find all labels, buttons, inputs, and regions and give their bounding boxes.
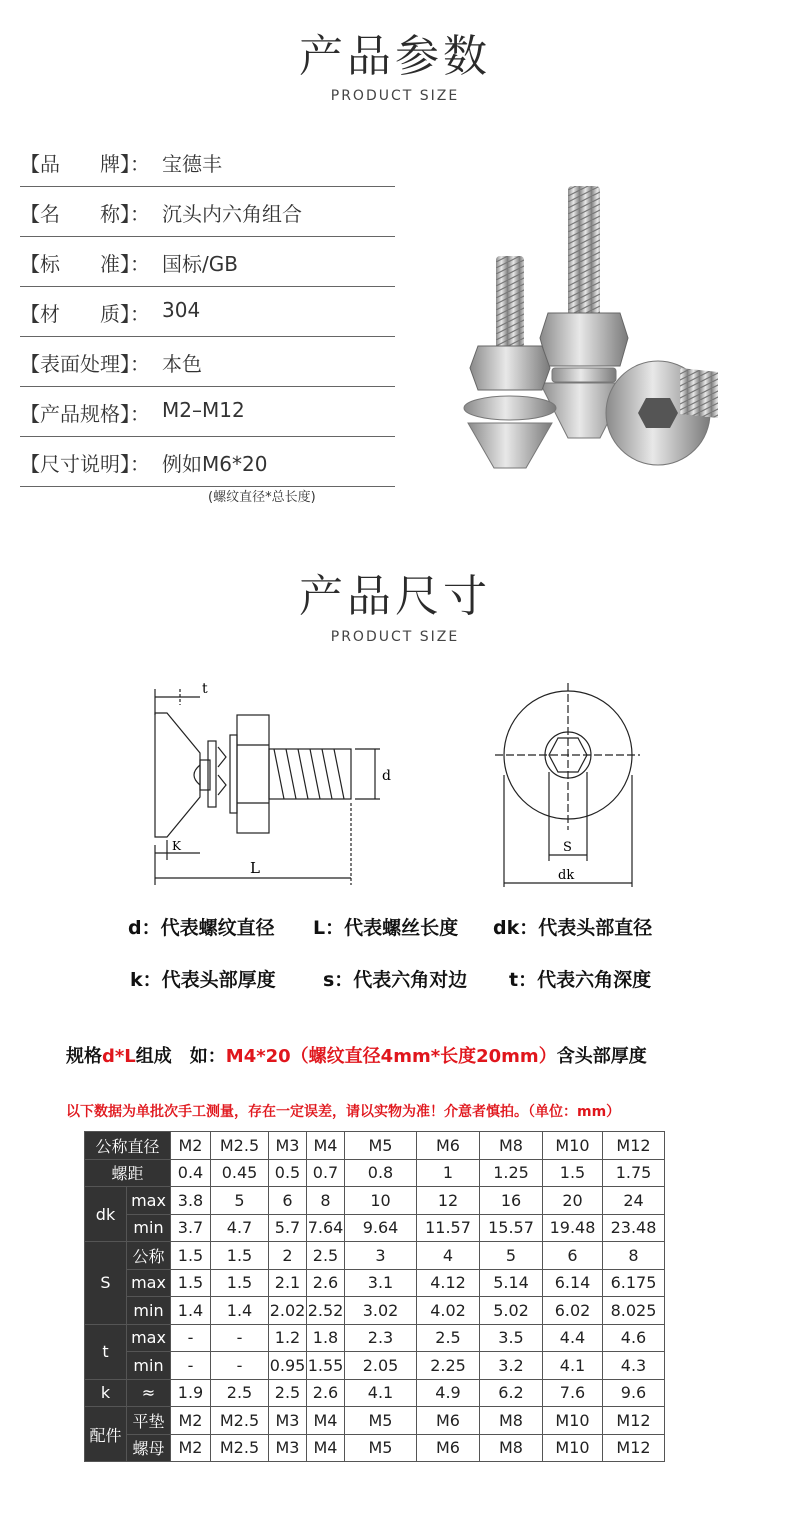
legend-d: d：代表螺纹直径 — [128, 917, 275, 939]
table-cell: M6 — [417, 1434, 480, 1462]
dim-label-k: K — [172, 839, 181, 853]
table-cell: 9.64 — [345, 1214, 417, 1242]
table-cell: 8 — [603, 1242, 665, 1270]
size-note: (螺纹直径*总长度) — [208, 490, 316, 505]
table-cell: 6.2 — [480, 1379, 543, 1407]
table-cell: 1.75 — [603, 1159, 665, 1187]
table-cell: M8 — [480, 1407, 543, 1435]
composition-dl: d*L — [102, 1046, 136, 1067]
spec-value: 例如M6*20 — [162, 452, 268, 476]
table-cell: 3.02 — [345, 1297, 417, 1325]
table-row — [85, 1159, 665, 1187]
table-sub-label: 平垫 — [127, 1407, 171, 1435]
table-row — [85, 1379, 665, 1407]
table-group-dk: dk — [85, 1187, 127, 1242]
table-cell: 4.7 — [211, 1214, 269, 1242]
table-cell: 4.1 — [543, 1352, 603, 1380]
spec-row — [20, 436, 395, 487]
table-cell: 19.48 — [543, 1214, 603, 1242]
table-header-size: M3 — [269, 1132, 307, 1160]
table-cell: 1.5 — [211, 1269, 269, 1297]
table-row — [85, 1407, 665, 1435]
table-cell: 3.7 — [171, 1214, 211, 1242]
spec-value: 本色 — [162, 352, 202, 376]
table-cell: 5.02 — [480, 1297, 543, 1325]
table-row — [85, 1297, 665, 1325]
table-cell: - — [211, 1352, 269, 1380]
table-cell: 1.5 — [211, 1242, 269, 1270]
table-cell: 0.7 — [307, 1159, 345, 1187]
table-cell: 8.025 — [603, 1297, 665, 1325]
table-header-label: 公称直径 — [85, 1132, 171, 1160]
table-group-accessories: 配件 — [85, 1407, 127, 1462]
table-cell: M12 — [603, 1407, 665, 1435]
table-cell: 4.4 — [543, 1324, 603, 1352]
section-title-params: 产品参数 — [299, 31, 491, 82]
dim-label-s: S — [563, 840, 572, 855]
table-row — [85, 1352, 665, 1380]
table-cell: 0.45 — [211, 1159, 269, 1187]
section-title-dimensions: 产品尺寸 — [299, 571, 491, 622]
table-cell: 3.8 — [171, 1187, 211, 1215]
table-cell: 2 — [269, 1242, 307, 1270]
table-cell: 0.4 — [171, 1159, 211, 1187]
table-cell: 4.02 — [417, 1297, 480, 1325]
legend-l: L：代表螺丝长度 — [313, 917, 459, 939]
section-subtitle-dimensions: PRODUCT SIZE — [330, 629, 460, 645]
legend-t: t：代表六角深度 — [509, 969, 652, 991]
table-cell: 1.55 — [307, 1352, 345, 1380]
table-header-size: M5 — [345, 1132, 417, 1160]
table-cell: 1 — [417, 1159, 480, 1187]
table-cell: M2 — [171, 1434, 211, 1462]
dim-label-t: t — [202, 681, 208, 697]
table-cell: 10 — [345, 1187, 417, 1215]
table-cell: M2.5 — [211, 1434, 269, 1462]
table-cell: 5 — [480, 1242, 543, 1270]
table-cell: 2.52 — [307, 1297, 345, 1325]
table-cell: 7.64 — [307, 1214, 345, 1242]
spec-value: 国标/GB — [162, 252, 238, 276]
table-header-size: M6 — [417, 1132, 480, 1160]
spec-row — [20, 236, 395, 287]
spec-value: 宝德丰 — [162, 152, 222, 176]
table-cell: 4.1 — [345, 1379, 417, 1407]
table-cell: 4.6 — [603, 1324, 665, 1352]
table-sub-label: max — [127, 1269, 171, 1297]
legend-k: k：代表头部厚度 — [130, 969, 276, 991]
table-cell: 6.175 — [603, 1269, 665, 1297]
table-cell: 23.48 — [603, 1214, 665, 1242]
table-cell: 1.5 — [171, 1269, 211, 1297]
table-header-size: M4 — [307, 1132, 345, 1160]
composition-suffix: 含头部厚度 — [556, 1046, 647, 1067]
table-cell: 1.4 — [171, 1297, 211, 1325]
table-cell: 0.95 — [269, 1352, 307, 1380]
legend-dk: dk：代表头部直径 — [493, 917, 653, 939]
spec-row — [20, 136, 395, 187]
table-header-size: M10 — [543, 1132, 603, 1160]
table-group-s: S — [85, 1242, 127, 1325]
spec-label: 【尺寸说明】： — [20, 452, 150, 476]
table-cell: M12 — [603, 1434, 665, 1462]
table-row-label: 螺距 — [85, 1159, 171, 1187]
table-cell: 2.02 — [269, 1297, 307, 1325]
table-cell: 4 — [417, 1242, 480, 1270]
table-cell: 2.5 — [211, 1379, 269, 1407]
table-cell: 3.1 — [345, 1269, 417, 1297]
spec-value: 304 — [162, 298, 201, 322]
table-cell: 11.57 — [417, 1214, 480, 1242]
table-sub-label: 公称 — [127, 1242, 171, 1270]
table-group-t: t — [85, 1324, 127, 1379]
table-sub-label: min — [127, 1214, 171, 1242]
table-cell: 2.5 — [269, 1379, 307, 1407]
table-cell: 2.25 — [417, 1352, 480, 1380]
spec-label: 【产品规格】： — [20, 402, 150, 426]
table-cell: 2.5 — [307, 1242, 345, 1270]
section-subtitle-params: PRODUCT SIZE — [330, 88, 460, 104]
table-cell: 4.3 — [603, 1352, 665, 1380]
table-cell: 1.9 — [171, 1379, 211, 1407]
table-sub-label: 螺母 — [127, 1434, 171, 1462]
table-cell: 2.05 — [345, 1352, 417, 1380]
table-cell: - — [211, 1324, 269, 1352]
table-cell: M5 — [345, 1407, 417, 1435]
table-cell: 4.9 — [417, 1379, 480, 1407]
table-cell: 2.6 — [307, 1379, 345, 1407]
table-cell: 2.1 — [269, 1269, 307, 1297]
table-cell: M10 — [543, 1407, 603, 1435]
table-cell: 6.02 — [543, 1297, 603, 1325]
table-cell: 6 — [543, 1242, 603, 1270]
table-sub-label: max — [127, 1324, 171, 1352]
table-row — [85, 1269, 665, 1297]
spec-value: M2–M12 — [162, 398, 245, 422]
table-row — [85, 1214, 665, 1242]
table-cell: 1.8 — [307, 1324, 345, 1352]
table-row — [85, 1242, 665, 1270]
table-cell: 24 — [603, 1187, 665, 1215]
spec-row — [20, 286, 395, 337]
table-sub-label: max — [127, 1187, 171, 1215]
table-sub-label: min — [127, 1352, 171, 1380]
composition-mid: 组成 如： — [135, 1046, 226, 1067]
spec-label: 【材 质】： — [20, 302, 150, 326]
table-cell: 2.3 — [345, 1324, 417, 1352]
table-cell: 1.5 — [543, 1159, 603, 1187]
table-cell: 4.12 — [417, 1269, 480, 1297]
table-cell: M4 — [307, 1407, 345, 1435]
spec-row — [20, 336, 395, 387]
table-cell: - — [171, 1324, 211, 1352]
table-cell: 3 — [345, 1242, 417, 1270]
product-photo — [460, 178, 730, 478]
dimension-diagram — [140, 675, 660, 890]
table-cell: 9.6 — [603, 1379, 665, 1407]
table-cell: 0.8 — [345, 1159, 417, 1187]
table-cell: M5 — [345, 1434, 417, 1462]
spec-label: 【品 牌】： — [20, 152, 150, 176]
spec-row — [20, 386, 395, 437]
size-table — [84, 1131, 665, 1462]
table-cell: M8 — [480, 1434, 543, 1462]
composition-line — [66, 1042, 647, 1068]
table-cell: 0.5 — [269, 1159, 307, 1187]
composition-example: M4*20（螺纹直径4mm*长度20mm） — [225, 1046, 557, 1067]
table-cell: M3 — [269, 1434, 307, 1462]
table-cell: M6 — [417, 1407, 480, 1435]
spec-label: 【表面处理】： — [20, 352, 150, 376]
table-cell: 7.6 — [543, 1379, 603, 1407]
spec-label: 【名 称】： — [20, 202, 150, 226]
measurement-warning: 以下数据为单批次手工测量，存在一定误差，请以实物为准！介意者慎拍。（单位：mm） — [66, 1104, 621, 1120]
table-cell: - — [171, 1352, 211, 1380]
table-cell: 5.7 — [269, 1214, 307, 1242]
table-cell: 8 — [307, 1187, 345, 1215]
dim-label-l: L — [250, 859, 260, 877]
table-cell: M2 — [171, 1407, 211, 1435]
table-row — [85, 1434, 665, 1462]
dim-label-dk: dk — [558, 868, 575, 883]
table-cell: 6 — [269, 1187, 307, 1215]
table-cell: 2.6 — [307, 1269, 345, 1297]
table-cell: 16 — [480, 1187, 543, 1215]
dim-label-d: d — [382, 768, 391, 784]
table-sub-label: ≈ — [127, 1379, 171, 1407]
table-header-size: M2 — [171, 1132, 211, 1160]
spec-label: 【标 准】： — [20, 252, 150, 276]
table-cell: 5 — [211, 1187, 269, 1215]
table-header-size: M12 — [603, 1132, 665, 1160]
table-cell: 12 — [417, 1187, 480, 1215]
table-cell: 1.2 — [269, 1324, 307, 1352]
table-cell: 20 — [543, 1187, 603, 1215]
table-cell: M4 — [307, 1434, 345, 1462]
table-cell: 3.5 — [480, 1324, 543, 1352]
table-cell: 6.14 — [543, 1269, 603, 1297]
table-row — [85, 1132, 665, 1160]
table-cell: 5.14 — [480, 1269, 543, 1297]
table-row — [85, 1324, 665, 1352]
spec-value: 沉头内六角组合 — [162, 202, 302, 226]
table-header-size: M8 — [480, 1132, 543, 1160]
spec-row — [20, 186, 395, 237]
table-cell: 15.57 — [480, 1214, 543, 1242]
composition-prefix: 规格 — [66, 1046, 102, 1067]
table-group-k: k — [85, 1379, 127, 1407]
table-cell: M2.5 — [211, 1407, 269, 1435]
table-cell: 2.5 — [417, 1324, 480, 1352]
legend-s: s：代表六角对边 — [323, 969, 468, 991]
table-sub-label: min — [127, 1297, 171, 1325]
table-cell: 1.25 — [480, 1159, 543, 1187]
table-cell: 3.2 — [480, 1352, 543, 1380]
table-cell: M3 — [269, 1407, 307, 1435]
table-cell: M10 — [543, 1434, 603, 1462]
table-header-size: M2.5 — [211, 1132, 269, 1160]
table-row — [85, 1187, 665, 1215]
table-cell: 1.5 — [171, 1242, 211, 1270]
table-cell: 1.4 — [211, 1297, 269, 1325]
